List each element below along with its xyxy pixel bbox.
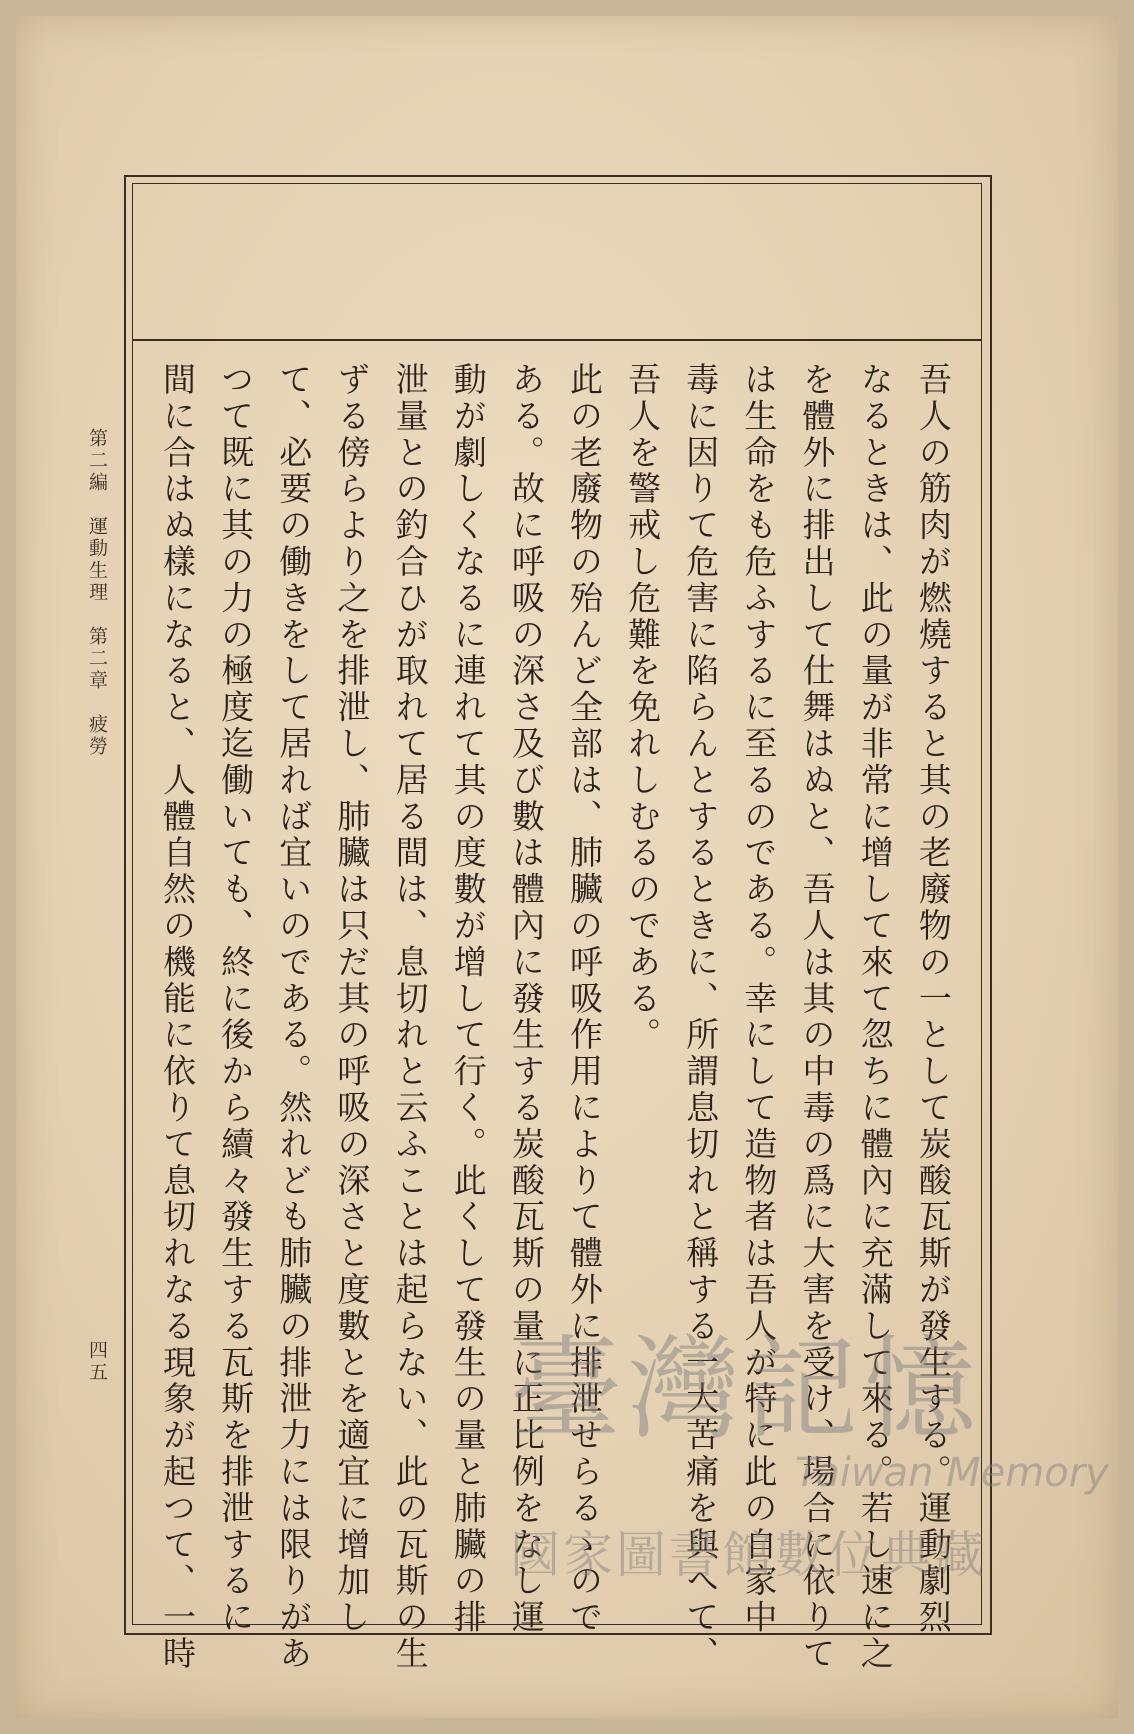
watermark-title: 臺灣記憶 xyxy=(510,1325,982,1455)
text-column: 吾人の筋肉が燃燒すると其の老廢物の一として炭酸瓦斯が發生する。運動劇烈 xyxy=(913,362,953,1636)
text-column: 此の老廢物の殆んど全部は、肺臟の呼吸作用によりて體外に排泄せらるゝので xyxy=(564,362,604,1636)
text-column: を體外に排出して仕舞はぬと、吾人は其の中毒の爲に大害を受け、場合に依りて xyxy=(797,362,837,1673)
text-column: 動が劇しくなるに連れて其の度數が增して行く。此くして發生の量と肺臟の排 xyxy=(448,362,488,1636)
text-column: は生命をも危ふするに至るのである。幸にして造物者は吾人が特に此の自家中 xyxy=(739,362,779,1636)
text-column: 間に合はぬ樣になると、人體自然の機能に依りて息切れなる現象が起つて、一時 xyxy=(158,362,197,1673)
text-column: なるときは、此の量が非常に增して來て忽ちに體內に充滿して來る。若し速に之 xyxy=(855,362,895,1673)
text-column: 泄量との釣合ひが取れて居る間は、息切れと云ふことは起らない、此の瓦斯の生 xyxy=(390,362,430,1673)
watermark-subtitle-zh: 國家圖書館數位典藏 xyxy=(510,1526,987,1584)
text-column: て、必要の働きをして居れば宜いのである。然れども肺臟の排泄力には限りがあ xyxy=(274,362,314,1673)
text-column: ずる傍らより之を排泄し、肺臟は只だ其の呼吸の深さと度數とを適宜に增加し xyxy=(332,362,372,1636)
body-text xyxy=(150,362,960,1673)
page-number: 四五 xyxy=(86,1340,108,1384)
text-column: 毒に因りて危害に陷らんとするときに、所謂息切れと稱する一大苦痛を與へて、 xyxy=(681,362,721,1673)
header-rule xyxy=(132,339,981,341)
text-column: ある。故に呼吸の深さ及び數は體內に發生する炭酸瓦斯の量に正比例をなし運 xyxy=(506,362,546,1636)
text-column: つて既に其の力の極度迄働いても、終に後から續々發生する瓦斯を排泄するに xyxy=(216,362,256,1636)
running-head: 第二編 運動生理 第二章 疲勞 xyxy=(86,428,108,758)
text-column: 吾人を警戒し危難を免れしむるのである。 xyxy=(623,362,663,1054)
watermark-subtitle-en: Taiwan Memory xyxy=(795,1450,1109,1496)
